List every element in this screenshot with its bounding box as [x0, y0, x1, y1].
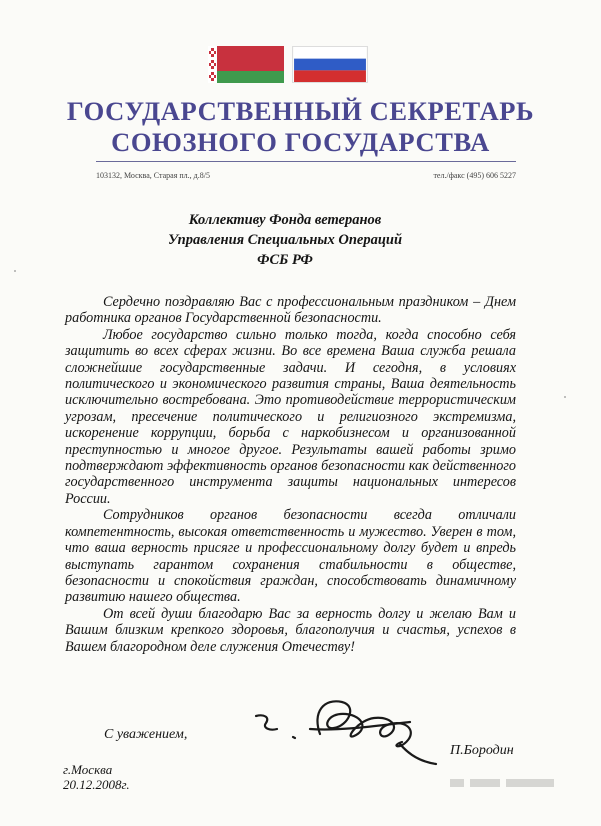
letterhead-divider — [96, 161, 516, 162]
recipient-line: ФСБ РФ — [257, 252, 313, 268]
paper-speck — [14, 270, 16, 272]
recipient-line: Управления Специальных Операций — [167, 232, 403, 248]
signer-name: П.Бородин — [450, 743, 514, 758]
letterhead-phone: тел./факс (495) 606 5227 — [433, 171, 516, 180]
letterhead-title-line2: СОЮЗНОГО ГОСУДАРСТВА — [111, 127, 490, 157]
letter-date: 20.12.2008г. — [63, 777, 130, 792]
place-city: г.Москва — [63, 762, 113, 777]
bleedthrough-stamp-icon — [448, 776, 558, 790]
recipient-line: Коллективу Фонда ветеранов — [188, 212, 382, 228]
body-paragraph: Любое государство сильно только тогда, когда способно себя защитить во всех сферах жизни. Во все времена Ваша служба решала сложнейшие государственные задачи. И сегодня, в условиях политического и экономического развития страны, Ваша деятельность исключительно востребована. Это противодействие террористическим угрозам, пресечение политического и религиозного экстремизма, искоренение коррупции, борьба с наркобизнесом и организованной преступностью и многое другое. Результаты вашей работы зримо подтверждают эффективность органов безопасности как действенного государственного инструмента защиты национальных интересов России. — [65, 326, 516, 507]
place-date — [63, 762, 130, 792]
paper-speck — [564, 396, 566, 398]
recipient-block — [60, 210, 510, 270]
letterhead-address: 103132, Москва, Старая пл., д.8/5 — [96, 171, 210, 180]
letter-body — [65, 294, 516, 655]
russia-flag-icon — [292, 46, 368, 83]
handwritten-signature-icon — [250, 690, 450, 770]
flags — [208, 46, 368, 84]
body-paragraph: Сотрудников органов безопасности всегда отличали компетентность, высокая ответственность и мужество. Уверен в том, что ваша верность присяге и профессиональному долгу будет и впредь выступать гарантом сохранения стабильности в обществе, безопасности и спокойствия граждан, способствовать динамичному развитию нашего общества. — [65, 507, 516, 606]
belarus-flag-icon — [208, 46, 284, 83]
body-paragraph: Сердечно поздравляю Вас с профессиональным праздником – Днем работника органов Государственной безопасности. — [65, 294, 516, 327]
closing-regards: С уважением, — [104, 727, 188, 742]
letterhead-title-line1: ГОСУДАРСТВЕННЫЙ СЕКРЕТАРЬ — [66, 96, 535, 126]
body-paragraph: От всей души благодарю Вас за верность долгу и желаю Вам и Вашим близким крепкого здоровья, благополучия и счастья, успехов в Вашем благородном деле служения Отечеству! — [65, 605, 516, 655]
